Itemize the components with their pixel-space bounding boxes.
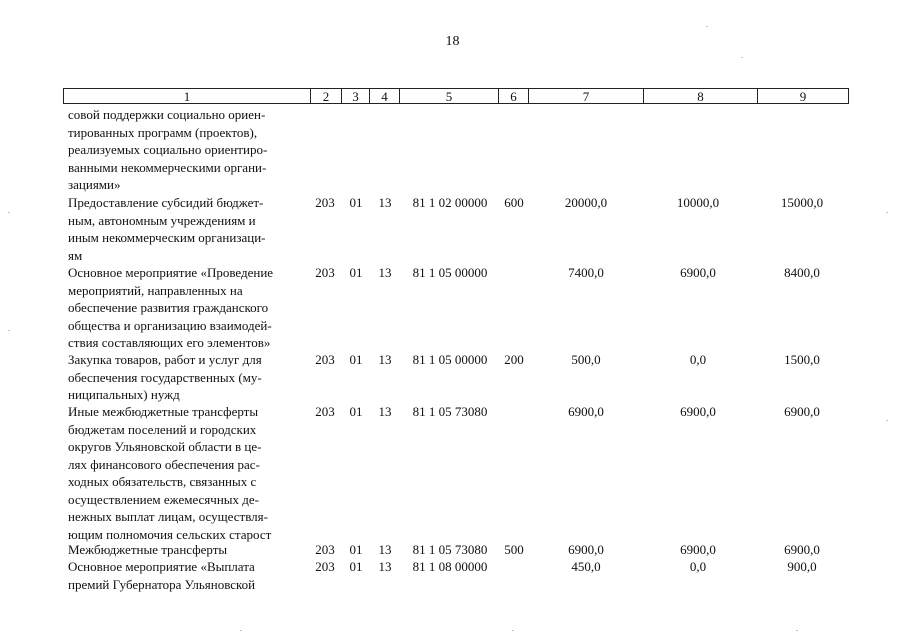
cell-amount-7: 500,0 (571, 352, 601, 367)
scan-speck (706, 26, 708, 27)
cell-subsection-code: 13 (378, 195, 392, 210)
description-line: бюджетам поселений и городских (68, 421, 257, 437)
scan-speck (512, 630, 514, 631)
cell-amount-8: 6900,0 (680, 265, 716, 280)
description-line: Иные межбюджетные трансферты (68, 404, 259, 419)
description-line: ям (68, 247, 83, 263)
cell-subsection-code: 13 (378, 559, 392, 574)
cell-amount-8: 6900,0 (680, 542, 716, 557)
description-line: ходных обязательств, связанных с (68, 474, 257, 489)
description-line: мероприятий, направленных на (68, 282, 243, 298)
cell-amount-7: 6900,0 (568, 542, 604, 557)
description-line: Основное мероприятие «Выплата (68, 559, 255, 574)
header-cell-2: 2 (310, 89, 341, 103)
cell-subsection-code: 13 (378, 542, 392, 557)
cell-section-code: 01 (349, 195, 363, 210)
description-line: Межбюджетные трансферты (68, 542, 228, 557)
cell-section-code: 01 (349, 559, 363, 574)
cell-target-code: 81 1 05 73080 (412, 542, 488, 557)
description-line: зациями» (68, 177, 121, 192)
cell-amount-8: 0,0 (689, 559, 707, 574)
cell-amount-9: 6900,0 (784, 542, 820, 557)
description-line: ниципальных) нужд (68, 387, 180, 402)
cell-amount-8: 0,0 (689, 352, 707, 367)
description-line: тированных программ (проектов), (68, 124, 258, 140)
page-number: 18 (445, 34, 460, 49)
cell-amount-9: 1500,0 (784, 352, 820, 367)
header-cell-1: 1 (183, 89, 191, 104)
cell-amount-9: 900,0 (787, 559, 817, 574)
description-line: Предоставление субсидий бюджет- (68, 195, 264, 210)
scan-speck (8, 212, 10, 213)
scan-speck (886, 212, 888, 213)
description-line: совой поддержки социально ориен- (68, 107, 266, 122)
description-line: общества и организацию взаимодей- (68, 317, 272, 333)
description-line: реализуемых социально ориентиро- (68, 142, 268, 157)
description-line: Закупка товаров, работ и услуг для (68, 352, 262, 367)
row-description (68, 264, 302, 352)
cell-department-code: 203 (315, 195, 335, 210)
description-line: округов Ульяновской области в це- (68, 439, 262, 454)
cell-target-code: 81 1 02 00000 (412, 195, 488, 210)
description-line: ствия составляющих его элементов» (68, 335, 271, 350)
cell-section-code: 01 (349, 404, 363, 419)
cell-expense-type: 600 (504, 195, 524, 210)
header-cell-5: 5 (399, 89, 498, 103)
description-line: ным, автономным учреждениям и (68, 212, 256, 228)
header-cell-4: 4 (369, 89, 399, 103)
description-line: ванными некоммерческими органи- (68, 159, 267, 175)
row-description (68, 351, 302, 404)
description-line: обеспечение развития гражданского (68, 300, 269, 315)
cell-amount-7: 20000,0 (564, 195, 608, 210)
cell-target-code: 81 1 05 73080 (412, 404, 488, 419)
cell-subsection-code: 13 (378, 404, 392, 419)
description-line: Основное мероприятие «Проведение (68, 265, 274, 280)
header-cell-8: 8 (643, 89, 757, 103)
cell-target-code: 81 1 05 00000 (412, 265, 488, 280)
cell-amount-8: 6900,0 (680, 404, 716, 419)
cell-department-code: 203 (315, 542, 335, 557)
cell-subsection-code: 13 (378, 265, 392, 280)
description-line: ющим полномочия сельских старост (68, 526, 272, 542)
row-description (68, 403, 302, 543)
cell-expense-type: 200 (504, 352, 524, 367)
row-description (68, 194, 302, 264)
header-cell-6: 6 (498, 89, 528, 103)
cell-department-code: 203 (315, 404, 335, 419)
scan-speck (741, 57, 743, 58)
description-line: лях финансового обеспечения рас- (68, 456, 260, 472)
cell-section-code: 01 (349, 352, 363, 367)
description-line: осуществлением ежемесячных де- (68, 491, 259, 507)
scan-speck (886, 420, 888, 421)
scan-speck (8, 330, 10, 331)
row-description (68, 541, 302, 559)
cell-amount-7: 7400,0 (568, 265, 604, 280)
cell-amount-9: 8400,0 (784, 265, 820, 280)
description-line: премий Губернатора Ульяновской (68, 576, 256, 592)
header-cell-7: 7 (528, 89, 643, 103)
header-cell-3: 3 (341, 89, 369, 103)
description-line: иным некоммерческим организаци- (68, 230, 266, 245)
cell-target-code: 81 1 05 00000 (412, 352, 488, 367)
table-header-row (63, 88, 849, 104)
description-line: обеспечения государственных (му- (68, 369, 262, 385)
cell-expense-type: 500 (504, 542, 524, 557)
cell-department-code: 203 (315, 559, 335, 574)
scan-speck (796, 630, 798, 631)
cell-target-code: 81 1 08 00000 (412, 559, 488, 574)
cell-amount-9: 15000,0 (780, 195, 824, 210)
cell-department-code: 203 (315, 352, 335, 367)
cell-amount-8: 10000,0 (676, 195, 720, 210)
scan-speck (240, 630, 242, 631)
row-description (68, 558, 302, 593)
cell-amount-9: 6900,0 (784, 404, 820, 419)
cell-amount-7: 450,0 (571, 559, 601, 574)
cell-section-code: 01 (349, 542, 363, 557)
cell-section-code: 01 (349, 265, 363, 280)
description-line: нежных выплат лицам, осуществля- (68, 509, 268, 524)
cell-subsection-code: 13 (378, 352, 392, 367)
row-description (68, 106, 302, 194)
cell-amount-7: 6900,0 (568, 404, 604, 419)
cell-department-code: 203 (315, 265, 335, 280)
header-cell-9: 9 (757, 89, 848, 103)
